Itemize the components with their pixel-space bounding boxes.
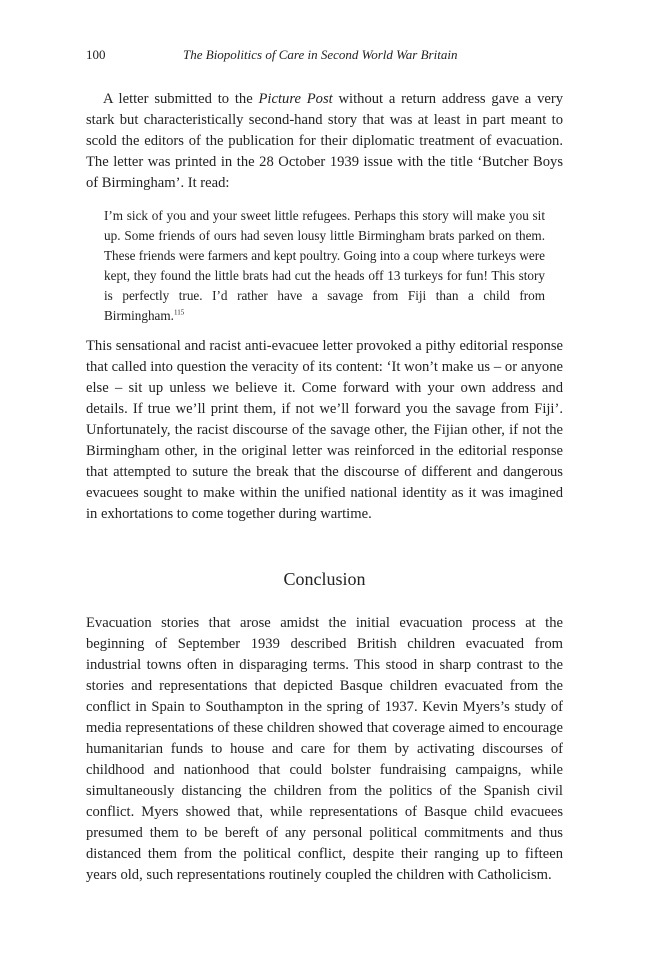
para1-text-start: A letter submitted to the xyxy=(103,91,259,107)
page-number: 100 xyxy=(86,47,106,62)
quote-text: I’m sick of you and your sweet little refugees. Perhaps this story will make you sit up. Some friends of ours had seven lousy little Birmingham brats parked on them. These friends were farmers and kept poultry. Going into a coup where turkeys were kept, they found the little brats had cut the heads off 13 turkeys for fun! This story is perfectly true. I’d rather have a savage from Fiji than a child from Birmingham. xyxy=(104,208,545,323)
para1-text-end: without a return address gave a very stark but characteristically second-hand story that was at least in part meant to scold the editors of the publication for their diplomatic treatment of evacuation. The letter was printed in the 28 October 1939 issue with the title ‘Butcher Boys of Birmingham’. It read: xyxy=(86,91,563,191)
publication-title: Picture Post xyxy=(258,91,333,107)
body-paragraph-letter-intro xyxy=(86,89,563,194)
body-paragraph-conclusion: Evacuation stories that arose amidst the initial evacuation process at the beginning of September 1939 described British children evacuated from industrial towns often in disparaging terms. This stood in sharp contrast to the stories and representations that depicted Basque children evacuated from the conflict in Spain to Southampton in the spring of 1937. Kevin Myers’s study of media representations of these children showed that coverage aimed to encourage humanitarian funds to house and care for them by activating discourses of childhood and nationhood that could bolster fundraising campaigns, while simultaneously distancing the children from the politics of the Spanish civil conflict. Myers showed that, while representations of Basque child evacuees presumed them to be bereft of any personal political commitments and thus distanced them from the political conflict, despite their ranging up to fifteen years old, such representations routinely coupled the children with Catholicism. xyxy=(86,615,563,883)
letter-blockquote xyxy=(104,206,545,326)
section-heading-conclusion: Conclusion xyxy=(283,569,366,589)
body-paragraph-editorial-response: This sensational and racist anti-evacuee letter provoked a pithy editorial response that called into question the veracity of its content: ‘It won’t make us – or anyone else – sit up unless we believe it. Come forward with your own address and details. If true we’ll print them, if not we’ll forward you the savage from Fiji’. Unfortunately, the racist discourse of the savage other, the Fijian other, if not the Birmingham other, in the original letter was reinforced in the editorial response that attempted to suture the break that the discourse of different and dangerous evacuees sought to make within the unified national identity as it was imagined in exhortations to come together during wartime. xyxy=(86,338,563,522)
running-title: The Biopolitics of Care in Second World War Britain xyxy=(183,47,458,62)
footnote-marker: 115 xyxy=(173,308,185,317)
